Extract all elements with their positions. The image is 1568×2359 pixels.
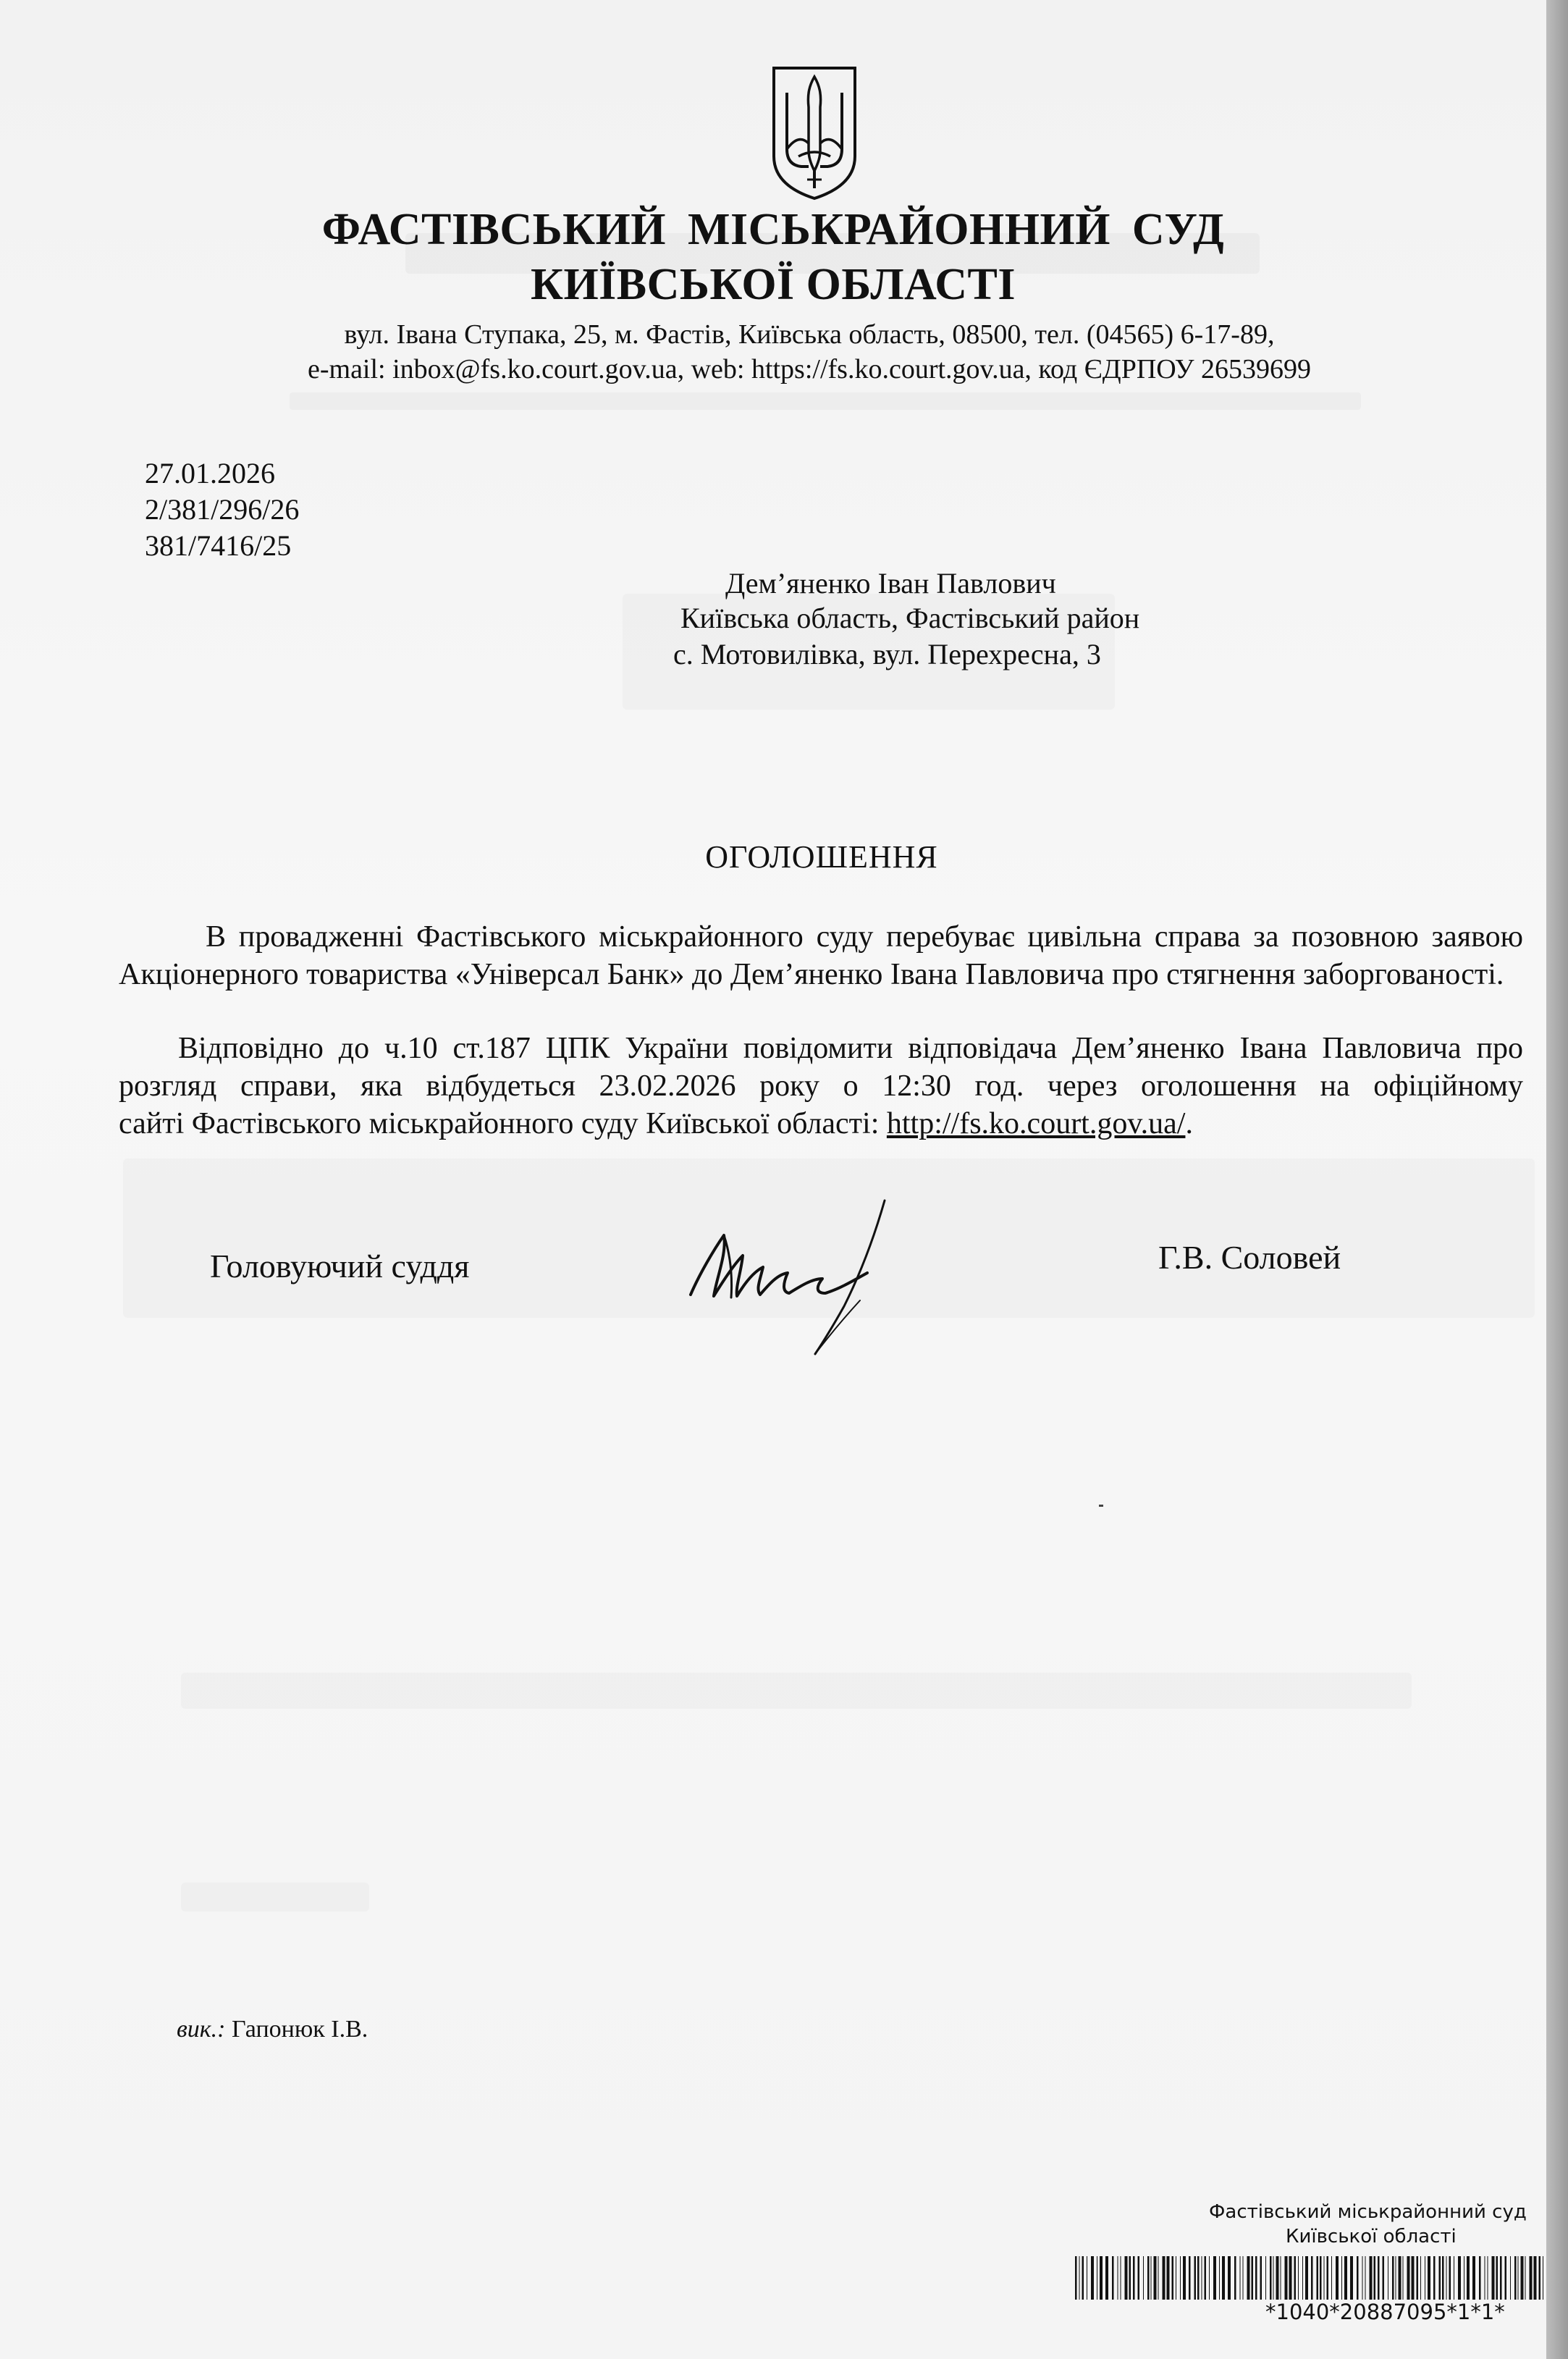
court-name-line1: ФАСТІВСЬКИЙ МІСЬКРАЙОННИЙ СУД — [321, 205, 1225, 254]
barcode-bar — [1412, 2256, 1415, 2300]
barcode-bar — [1383, 2256, 1385, 2300]
judge-name: Г.В. Соловей — [1158, 1239, 1341, 1276]
barcode-bar — [1442, 2256, 1444, 2300]
announcement-title: ОГОЛОШЕННЯ — [705, 839, 938, 875]
barcode-bar — [1112, 2256, 1114, 2300]
paragraph-2-main-text: Відповідно до ч.10 ст.187 ЦПК України повідомити відповідача Дем’яненко Івана Павловича про розгляд справи, яка відбудеться 23.02.2026 року о 12:30 год. через оголошення на офіційному — [119, 1032, 1523, 1103]
barcode-bar — [1183, 2256, 1186, 2300]
announcement-paragraph-1: В провадженні Фастівського міськрайонного суду перебуває цивільна справа за позовною заявою Акціонерного товариства «Універсал Банк» до Дем’яненко Івана Павловича про стягнення заборгованості. — [119, 920, 1523, 991]
barcode-bar — [1255, 2256, 1257, 2300]
barcode-bar — [1317, 2256, 1319, 2300]
barcode-bar — [1213, 2256, 1216, 2300]
barcode-bar — [1079, 2256, 1080, 2300]
barcode-bar — [1341, 2256, 1342, 2300]
show-through-footer — [181, 1883, 369, 1912]
barcode-bar — [1505, 2256, 1507, 2300]
barcode-bar — [1458, 2256, 1461, 2300]
barcode-bar — [1260, 2256, 1263, 2300]
barcode-bar — [1479, 2256, 1481, 2300]
paragraph-2-tail — [119, 1107, 1193, 1140]
registration-stamp-line1: Фастівський міськрайонний суд — [1209, 2201, 1527, 2223]
barcode-icon — [1075, 2256, 1546, 2300]
barcode-bar — [1151, 2256, 1152, 2300]
barcode-bar — [1530, 2256, 1533, 2300]
barcode-bar — [1138, 2256, 1140, 2300]
barcode-bar — [1205, 2256, 1207, 2300]
page-edge-shadow — [1546, 0, 1568, 2359]
barcode-bar — [1357, 2256, 1359, 2300]
barcode-bar — [1534, 2256, 1537, 2300]
court-contacts-line2: e-mail: inbox@fs.ko.court.gov.ua, web: https://fs.ko.court.gov.ua, код ЄДРПОУ 26539699 — [307, 354, 1312, 384]
court-address-line1: вул. Івана Ступака, 25, м. Фастів, Київська область, 08500, тел. (04565) 6-17-89, — [344, 319, 1275, 350]
barcode-bar — [1294, 2256, 1297, 2300]
executor-label: вик.: — [177, 2016, 226, 2043]
barcode-bar — [1265, 2256, 1266, 2300]
outgoing-number: 2/381/296/26 — [145, 493, 300, 526]
barcode-bar — [1194, 2256, 1197, 2300]
barcode-bar — [1209, 2256, 1210, 2300]
barcode-bar — [1518, 2256, 1519, 2300]
barcode-bar — [1228, 2256, 1231, 2300]
barcode-bar — [1324, 2256, 1325, 2300]
barcode-bar — [1270, 2256, 1272, 2300]
barcode-bar — [1336, 2256, 1339, 2300]
barcode-bar — [1243, 2256, 1244, 2300]
show-through-signature-line — [181, 1673, 1412, 1709]
court-website-link[interactable]: http://fs.ko.court.gov.ua/ — [886, 1107, 1186, 1140]
barcode-bar — [1143, 2256, 1144, 2300]
barcode-bar — [1350, 2256, 1353, 2300]
barcode-bar — [1276, 2256, 1279, 2300]
barcode-bar — [1514, 2256, 1517, 2300]
recipient-address: с. Мотовилівка, вул. Перехресна, 3 — [673, 638, 1101, 670]
barcode-bar — [1167, 2256, 1170, 2300]
barcode-bar — [1399, 2256, 1401, 2300]
barcode-bar — [1219, 2256, 1220, 2300]
barcode-bar — [1370, 2256, 1373, 2300]
barcode-bar — [1403, 2256, 1404, 2300]
barcode-bar — [1247, 2256, 1250, 2300]
court-name-line2: КИЇВСЬКОЇ ОБЛАСТІ — [530, 260, 1016, 309]
barcode-bar — [1180, 2256, 1181, 2300]
barcode-bar — [1392, 2256, 1394, 2300]
barcode-bar — [1158, 2256, 1159, 2300]
barcode-bar — [1539, 2256, 1541, 2300]
barcode-bar — [1525, 2256, 1526, 2300]
barcode-bar — [1285, 2256, 1288, 2300]
barcode-bar — [1311, 2256, 1313, 2300]
barcode-bar — [1075, 2256, 1077, 2300]
executor-name: Гапонюк І.В. — [232, 2016, 368, 2043]
barcode-bar — [1374, 2256, 1376, 2300]
barcode-bar — [1302, 2256, 1303, 2300]
judge-title: Головуючий суддя — [210, 1248, 470, 1284]
barcode-bar — [1344, 2256, 1347, 2300]
barcode-bar — [1305, 2256, 1308, 2300]
handwritten-signature — [673, 1187, 905, 1361]
coat-of-arms-icon — [770, 64, 859, 201]
barcode-bar — [1327, 2256, 1329, 2300]
barcode-bar — [1331, 2256, 1332, 2300]
paragraph-2-tail-text: сайті Фастівського міськрайонного суду Київської області: — [119, 1107, 880, 1140]
barcode-bar — [1147, 2256, 1150, 2300]
recipient-region: Київська область, Фастівський район — [680, 602, 1140, 634]
barcode-bar — [1100, 2256, 1103, 2300]
barcode-bar — [1472, 2256, 1475, 2300]
barcode-bar — [1417, 2256, 1419, 2300]
barcode-bar — [1439, 2256, 1441, 2300]
barcode-bar — [1125, 2256, 1128, 2300]
barcode-bar — [1154, 2256, 1157, 2300]
barcode-bar — [1407, 2256, 1410, 2300]
barcode-bar — [1082, 2256, 1084, 2300]
stray-mark — [1099, 1505, 1103, 1507]
barcode-bar — [1298, 2256, 1299, 2300]
barcode-bar — [1378, 2256, 1380, 2300]
barcode-bar — [1320, 2256, 1322, 2300]
barcode-bar — [1240, 2256, 1241, 2300]
barcode-bar — [1222, 2256, 1225, 2300]
barcode-bar — [1172, 2256, 1174, 2300]
barcode-bar — [1189, 2256, 1191, 2300]
barcode-bar — [1365, 2256, 1366, 2300]
barcode-bar — [1500, 2256, 1502, 2300]
recipient-name: Дем’яненко Іван Павлович — [725, 567, 1056, 600]
barcode-bar — [1163, 2256, 1166, 2300]
barcode-bar — [1467, 2256, 1470, 2300]
show-through-address — [290, 392, 1361, 410]
barcode-bar — [1091, 2256, 1094, 2300]
barcode-bar — [1289, 2256, 1292, 2300]
barcode-bar — [1420, 2256, 1421, 2300]
barcode-bar — [1105, 2256, 1108, 2300]
barcode-bar — [1510, 2256, 1511, 2300]
link-suffix: . — [1185, 1107, 1193, 1140]
barcode-bar — [1446, 2256, 1447, 2300]
barcode-bar — [1492, 2256, 1495, 2300]
case-number: 381/7416/25 — [145, 529, 292, 562]
registration-stamp-line2: Київської області — [1286, 2226, 1457, 2247]
barcode-number: *1040*20887095*1*1* — [1265, 2300, 1505, 2324]
barcode-bar — [1252, 2256, 1254, 2300]
barcode-bar — [1521, 2256, 1524, 2300]
barcode-bar — [1428, 2256, 1430, 2300]
barcode-bar — [1449, 2256, 1451, 2300]
barcode-bar — [1273, 2256, 1274, 2300]
barcode-bar — [1133, 2256, 1135, 2300]
barcode-bar — [1129, 2256, 1131, 2300]
announcement-paragraph-2 — [119, 1030, 1523, 1143]
barcode-bar — [1197, 2256, 1200, 2300]
document-date: 27.01.2026 — [145, 457, 275, 489]
executor — [177, 2016, 368, 2043]
barcode-bar — [1496, 2256, 1499, 2300]
barcode-bar — [1433, 2256, 1436, 2300]
barcode-bar — [1234, 2256, 1236, 2300]
barcode-bar — [1362, 2256, 1363, 2300]
